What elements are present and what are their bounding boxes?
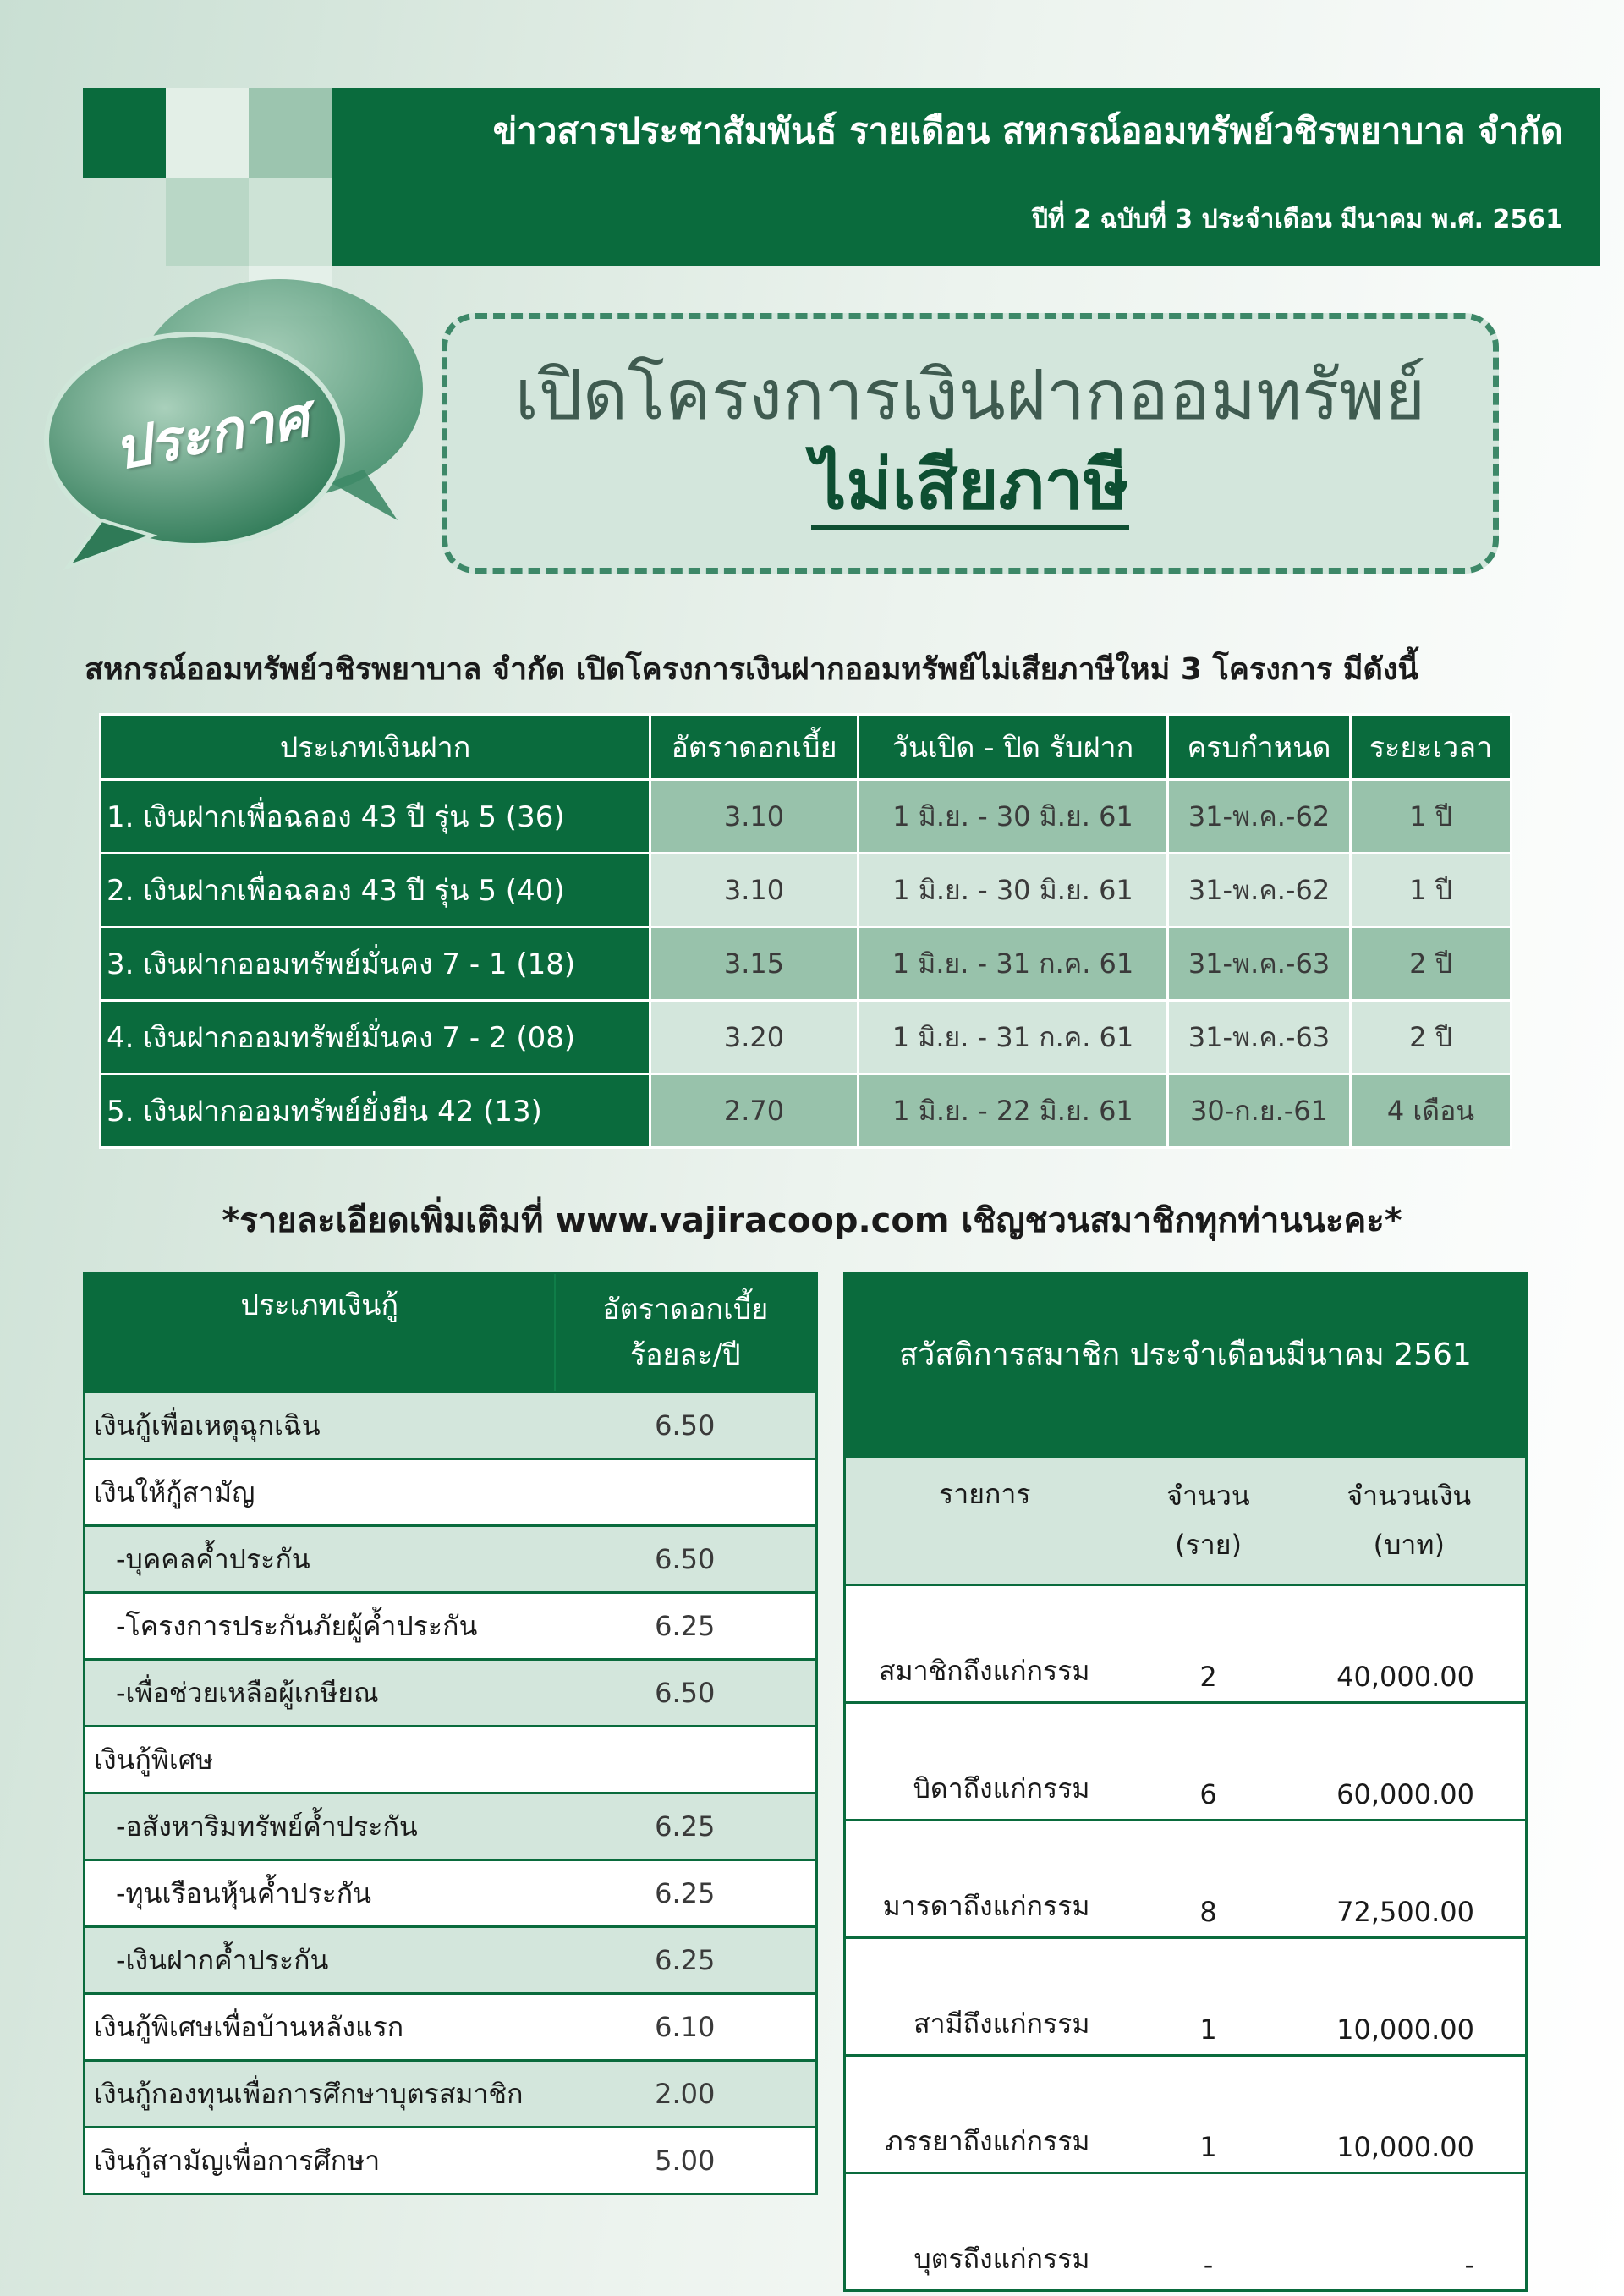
loan-rate: 5.00 (555, 2128, 817, 2194)
welfare-header-item (845, 1458, 1124, 1585)
deposit-maturity: 30-ก.ย.-61 (1168, 1074, 1351, 1148)
deposit-header-period: วันเปิด - ปิด รับฝาก (859, 715, 1168, 780)
deposit-maturity: 31-พ.ค.-62 (1168, 854, 1351, 927)
welfare-count: 2 (1124, 1585, 1293, 1703)
table-row (85, 1526, 817, 1593)
loan-rate: 6.10 (555, 1994, 817, 2061)
table-row (845, 1938, 1527, 2056)
welfare-header-row (845, 1458, 1527, 1585)
welfare-header-count-line1: จำนวน (1166, 1480, 1250, 1513)
welfare-amount: - (1293, 2173, 1527, 2291)
table-row (101, 1001, 1512, 1074)
welfare-item: มารดาถึงแก่กรรม (845, 1821, 1124, 1938)
deposit-period: 1 มิ.ย. - 30 มิ.ย. 61 (859, 854, 1168, 927)
deposit-duration: 2 ปี (1351, 1001, 1512, 1074)
more-info-text: *รายละเอียดเพิ่มเติมที่ www.vajiracoop.com เชิญชวนสมาชิกทุกท่านนะคะ* (222, 1201, 1402, 1240)
issue-info: ปีที่ 2 ฉบับที่ 3 ประจำเดือน มีนาคม พ.ศ. 2561 (1031, 205, 1563, 234)
deposit-table (99, 713, 1512, 1149)
welfare-amount: 40,000.00 (1293, 1585, 1527, 1703)
loan-rate: 6.25 (555, 1593, 817, 1660)
welfare-count: 8 (1124, 1821, 1293, 1938)
welfare-amount: 10,000.00 (1293, 1938, 1527, 2056)
welfare-header-amount (1293, 1458, 1527, 1585)
loan-name: เงินกู้พิเศษ (85, 1727, 555, 1793)
loan-name: -โครงการประกันภัยผู้ค้ำประกัน (85, 1593, 555, 1660)
welfare-amount: 72,500.00 (1293, 1821, 1527, 1938)
loan-name: เงินกู้พิเศษเพื่อบ้านหลังแรก (85, 1994, 555, 2061)
table-row (845, 1585, 1527, 1703)
loan-rate: 6.25 (555, 1927, 817, 1994)
deposit-header-maturity: ครบกำหนด (1168, 715, 1351, 780)
deposit-name: 3. เงินฝากออมทรัพย์มั่นคง 7 - 1 (18) (101, 927, 650, 1001)
loan-rate-table (83, 1272, 818, 2195)
table-row (85, 1459, 817, 1526)
loan-name: เงินให้กู้สามัญ (85, 1459, 555, 1526)
loan-name: -บุคคลค้ำประกัน (85, 1526, 555, 1593)
table-row (85, 1927, 817, 1994)
loan-rate: 2.00 (555, 2061, 817, 2128)
deposit-duration: 1 ปี (1351, 780, 1512, 854)
table-row (845, 2173, 1527, 2291)
newsletter-title: ข่าวสารประชาสัมพันธ์ รายเดือน สหกรณ์ออมทรัพย์วชิรพยาบาล จำกัด (492, 110, 1563, 151)
deposit-header-type: ประเภทเงินฝาก (101, 715, 650, 780)
welfare-item: สามีถึงแก่กรรม (845, 1938, 1124, 2056)
table-row (101, 927, 1512, 1001)
deposit-header-rate: อัตราดอกเบี้ย (650, 715, 859, 780)
table-row (85, 1392, 817, 1459)
deposit-name: 4. เงินฝากออมทรัพย์มั่นคง 7 - 2 (08) (101, 1001, 650, 1074)
header-square-3 (249, 88, 332, 178)
loan-rate: 6.25 (555, 1860, 817, 1927)
table-row (845, 2056, 1527, 2173)
welfare-item: ภรรยาถึงแก่กรรม (845, 2056, 1124, 2173)
table-row (85, 1727, 817, 1793)
intro-text: สหกรณ์ออมทรัพย์วชิรพยาบาล จำกัด เปิดโครงการเงินฝากออมทรัพย์ไม่เสียภาษีใหม่ 3 โครงการ มีดังนี้ (85, 652, 1419, 687)
loan-header-rate-line1: อัตราดอกเบี้ย (602, 1292, 769, 1327)
deposit-name: 1. เงินฝากเพื่อฉลอง 43 ปี รุ่น 5 (36) (101, 780, 650, 854)
loan-header-type: ประเภทเงินกู้ (85, 1273, 555, 1392)
table-row (85, 1660, 817, 1727)
deposit-maturity: 31-พ.ค.-62 (1168, 780, 1351, 854)
deposit-header-row (101, 715, 1512, 780)
loan-rate: 6.50 (555, 1392, 817, 1459)
loan-header-rate (555, 1273, 817, 1392)
deposit-period: 1 มิ.ย. - 31 ก.ค. 61 (859, 1001, 1168, 1074)
welfare-count: 1 (1124, 2056, 1293, 2173)
deposit-period: 1 มิ.ย. - 30 มิ.ย. 61 (859, 780, 1168, 854)
deposit-duration: 1 ปี (1351, 854, 1512, 927)
welfare-header-item-label: รายการ (939, 1478, 1031, 1510)
deposit-maturity: 31-พ.ค.-63 (1168, 927, 1351, 1001)
deposit-duration: 2 ปี (1351, 927, 1512, 1001)
welfare-amount: 10,000.00 (1293, 2056, 1527, 2173)
loan-name: เงินกู้กองทุนเพื่อการศึกษาบุตรสมาชิก (85, 2061, 555, 2128)
loan-rate (555, 1727, 817, 1793)
welfare-table (843, 1272, 1528, 2292)
loan-rate (555, 1459, 817, 1526)
table-row (845, 1821, 1527, 1938)
welfare-title: สวัสดิการสมาชิก ประจำเดือนมีนาคม 2561 (845, 1273, 1527, 1459)
table-row (85, 2061, 817, 2128)
loan-name: -เพื่อช่วยเหลือผู้เกษียณ (85, 1660, 555, 1727)
loan-name: เงินกู้เพื่อเหตุฉุกเฉิน (85, 1392, 555, 1459)
welfare-count: 1 (1124, 1938, 1293, 2056)
welfare-title-row (845, 1273, 1527, 1459)
welfare-item: บุตรถึงแก่กรรม (845, 2173, 1124, 2291)
deposit-rate: 2.70 (650, 1074, 859, 1148)
deposit-period: 1 มิ.ย. - 31 ก.ค. 61 (859, 927, 1168, 1001)
announcement-label: ประกาศ (109, 384, 314, 483)
table-row (85, 1860, 817, 1927)
welfare-header-amount-line1: จำนวนเงิน (1347, 1480, 1472, 1513)
loan-rate: 6.50 (555, 1660, 817, 1727)
header-square-4 (166, 178, 249, 266)
table-row (85, 1793, 817, 1860)
deposit-rate: 3.20 (650, 1001, 859, 1074)
welfare-header-amount-line2: (บาท) (1373, 1529, 1445, 1561)
deposit-rate: 3.15 (650, 927, 859, 1001)
table-row (101, 854, 1512, 927)
welfare-count: - (1124, 2173, 1293, 2291)
table-row (85, 1994, 817, 2061)
loan-name: เงินกู้สามัญเพื่อการศึกษา (85, 2128, 555, 2194)
title-line-2: ไม่เสียภาษี (811, 448, 1129, 530)
header-square-5 (249, 178, 332, 266)
welfare-header-count (1124, 1458, 1293, 1585)
header-square-2 (166, 88, 249, 178)
welfare-header-count-line2: (ราย) (1175, 1529, 1242, 1561)
loan-header-row (85, 1273, 817, 1392)
welfare-amount: 60,000.00 (1293, 1703, 1527, 1821)
welfare-count: 6 (1124, 1703, 1293, 1821)
loan-rate: 6.50 (555, 1526, 817, 1593)
deposit-rate: 3.10 (650, 780, 859, 854)
table-row (845, 1703, 1527, 1821)
deposit-name: 5. เงินฝากออมทรัพย์ยั่งยืน 42 (13) (101, 1074, 650, 1148)
loan-name: -ทุนเรือนหุ้นค้ำประกัน (85, 1860, 555, 1927)
loan-header-rate-line2: ร้อยละ/ปี (629, 1338, 741, 1372)
deposit-name: 2. เงินฝากเพื่อฉลอง 43 ปี รุ่น 5 (40) (101, 854, 650, 927)
welfare-item: สมาชิกถึงแก่กรรม (845, 1585, 1124, 1703)
table-row (101, 780, 1512, 854)
header-square-1 (83, 88, 166, 178)
loan-rate: 6.25 (555, 1793, 817, 1860)
deposit-duration: 4 เดือน (1351, 1074, 1512, 1148)
deposit-rate: 3.10 (650, 854, 859, 927)
deposit-period: 1 มิ.ย. - 22 มิ.ย. 61 (859, 1074, 1168, 1148)
title-box (442, 313, 1499, 574)
deposit-header-duration: ระยะเวลา (1351, 715, 1512, 780)
loan-name: -เงินฝากค้ำประกัน (85, 1927, 555, 1994)
loan-name: -อสังหาริมทรัพย์ค้ำประกัน (85, 1793, 555, 1860)
welfare-item: บิดาถึงแก่กรรม (845, 1703, 1124, 1821)
title-line-1: เปิดโครงการเงินฝากออมทรัพย์ (514, 355, 1426, 436)
deposit-maturity: 31-พ.ค.-63 (1168, 1001, 1351, 1074)
table-row (101, 1074, 1512, 1148)
table-row (85, 1593, 817, 1660)
table-row (85, 2128, 817, 2194)
